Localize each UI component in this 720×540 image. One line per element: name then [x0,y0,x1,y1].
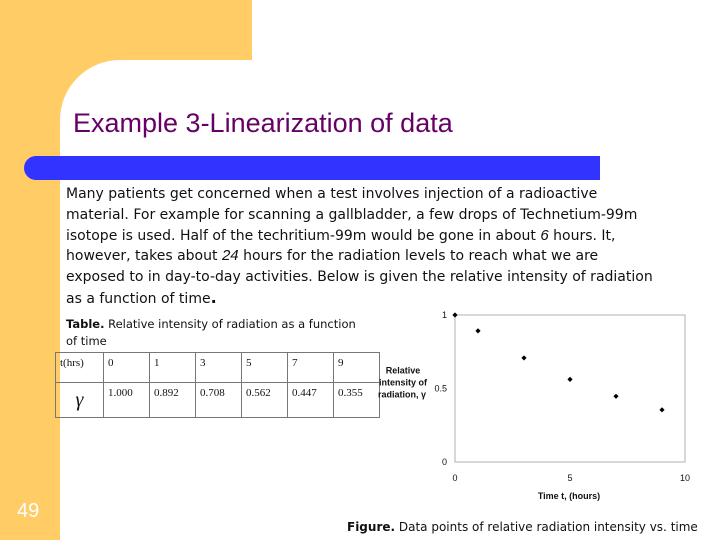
y-tick-label: 1 [441,310,447,320]
y-tick-label: 0 [441,457,447,467]
table-cell-gamma: 0.355 [334,383,380,418]
table-cell-gamma: 0.708 [196,383,242,418]
slide-title: Example 3-Linearization of data [73,108,453,138]
scatter-chart [365,300,715,515]
x-tick-label: 5 [567,473,573,483]
data-point [659,407,664,412]
table-cell-gamma: 0.562 [242,383,288,418]
y-axis-label: Relative [385,365,421,376]
table-header-gamma-cell [56,383,104,418]
table-cell-t: 3 [196,353,242,383]
table-row-time [56,353,380,383]
slide-number: 49 [17,500,40,522]
figure-caption-text: Data points of relative radiation intensity vs. time [395,520,698,534]
title-underline-bar [24,156,600,180]
table-caption-text: Relative intensity of radiation as a function of time [66,317,356,348]
data-table [55,352,380,418]
paragraph-end-punct: . [210,287,217,307]
figure-caption-label: Figure. [347,520,396,534]
table-caption [66,316,366,350]
y-axis-label: radiation, γ [377,389,427,400]
y-tick-label: 0.5 [434,383,447,394]
half-life-value: 6 [540,226,549,244]
plot-area-frame [455,315,685,462]
x-tick-label: 0 [452,473,458,483]
data-point [475,328,480,333]
table-cell-t: 7 [288,353,334,383]
table-caption-label: Table. [66,317,105,331]
x-tick-label: 10 [679,473,691,483]
table-cell-t: 0 [104,353,150,383]
table-cell-gamma: 0.447 [288,383,334,418]
table-cell-gamma: 0.892 [150,383,196,418]
table-cell-t: 5 [242,353,288,383]
x-axis-label: Time t, (hours) [537,491,601,501]
slide-decoration-left [0,60,60,540]
data-point [567,377,572,382]
y-axis-label: intensity of [378,377,428,388]
data-point [613,394,618,399]
table-cell-gamma: 1.000 [104,383,150,418]
intro-paragraph [66,184,656,310]
table-row-gamma [56,383,380,418]
paragraph-part-1: Many patients get concerned when a test involves injection of a radioactive material. For example for scanning a gallbladder, a few drops of Technetium-99m isotope is used. Half of the techritium-99m would be gone in about [66,186,638,244]
data-point [452,312,457,317]
table-header-gamma: γ [75,389,84,411]
paragraph-part-3: hours for the radiation levels to reach what we are exposed to in day-to-day activities. Below is given the relative intensity of radiation as a function of time [66,248,653,307]
table-cell-t: 9 [334,353,380,383]
duration-value: 24 [221,247,239,265]
slide-decoration-top [0,0,252,60]
table-header-time: t(hrs) [56,353,104,383]
table-cell-t: 1 [150,353,196,383]
paragraph-part-2: hours. It, however, takes about [66,227,616,265]
figure-caption [347,520,698,534]
data-point [521,355,526,360]
